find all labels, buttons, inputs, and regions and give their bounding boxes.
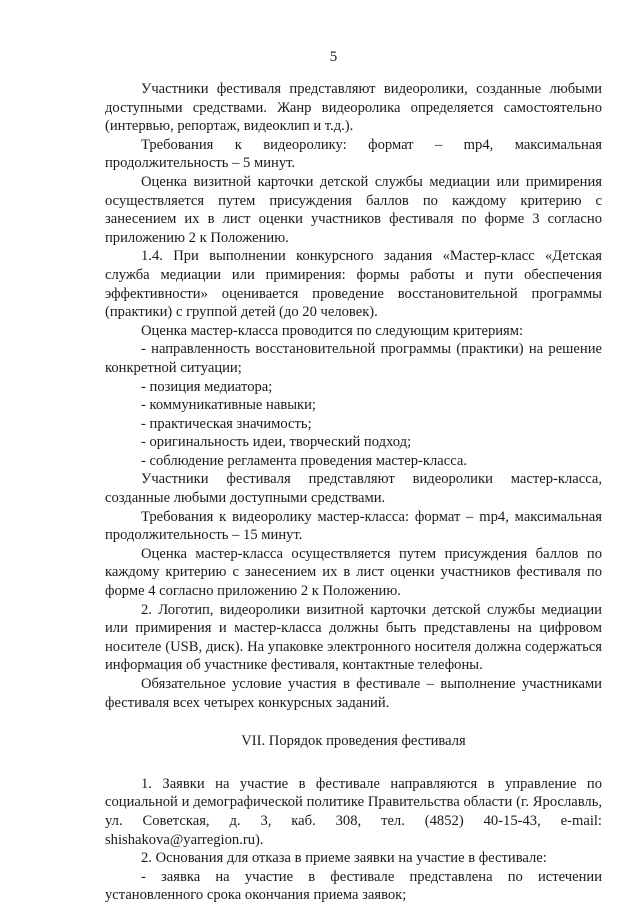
criteria-item: - практическая значимость; [141,415,312,432]
paragraph-master-class-evaluation: Оценка мастер-класса осуществляется путем присуждения баллов по каждому критерию с занесением их в лист оценки участников фестиваля по форме 4 согласно приложению 2 к Положению. [105,545,602,600]
section-heading: VII. Порядок проведения фестиваля [241,733,466,750]
paragraph-master-class-video-requirements: Требования к видеоролику мастер-класса: формат – mp4, максимальная продолжительность – 15 минут. [105,508,602,544]
paragraph-mandatory-condition: Обязательное условие участия в фестивале – выполнение участниками фестиваля всех четырех конкурсных заданий. [105,676,602,711]
paragraph-applications: 1. Заявки на участие в фестивале направляются в управление по социальной и демографической политике Правительства области (г. Ярославль, ул. Советская, д. 3, каб. 308, тел. (4852) 40-15-43, e-mail: shishakova@yarregion.ru). [105,775,602,848]
refusal-item: - заявка на участие в фестивале представлена по истечении установленного срока окончания приема заявок; [105,868,602,904]
paragraph-criteria-intro: Оценка мастер-класса проводится по следующим критериям: [141,322,524,339]
paragraph-participants-videos: Участники фестиваля представляют видеоролики, созданные любыми доступными средствами. Жанр видеоролика определяется самостоятельно (интервью, репортаж, видеоклип и т.д.). [105,81,602,135]
criteria-item: - позиция медиатора; [141,378,273,395]
paragraph-digital-media: 2. Логотип, видеоролики визитной карточки детской службы медиации или примирения и мастер-класса должны быть представлены на цифровом носителе (USB, диск). На упаковке электронного носителя должна содержаться информация об участнике фестиваля, контактные телефоны. [105,601,602,674]
page-number: 5 [329,49,338,65]
criteria-item: - направленность восстановительной программы (практики) на решение конкретной ситуации; [105,341,602,376]
paragraph-master-class-videos: Участники фестиваля представляют видеоролики мастер-класса, созданные любыми доступными средствами. [105,471,602,507]
criteria-item: - соблюдение регламента проведения мастер-класса. [141,452,468,469]
paragraph-card-evaluation: Оценка визитной карточки детской службы медиации или примирения осуществляется путем присуждения баллов по каждому критерию с занесением их в лист оценки участников фестиваля по форме 3 согласно приложению 2 к Положению. [105,173,602,246]
paragraph-video-requirements: Требования к видеоролику: формат – mp4, максимальная продолжительность – 5 минут. [105,136,602,172]
criteria-item: - коммуникативные навыки; [141,397,316,414]
paragraph-refusal-grounds: 2. Основания для отказа в приеме заявки на участие в фестивале: [141,850,547,867]
paragraph-master-class-task: 1.4. При выполнении конкурсного задания «Мастер-класс «Детская служба медиации или примирения: формы работы и пути обеспечения эффективности» оценивается проведение восстановительной программы (практики) с группой детей (до 20 человек). [105,248,602,321]
criteria-item: - оригинальность идеи, творческий подход; [141,434,412,451]
